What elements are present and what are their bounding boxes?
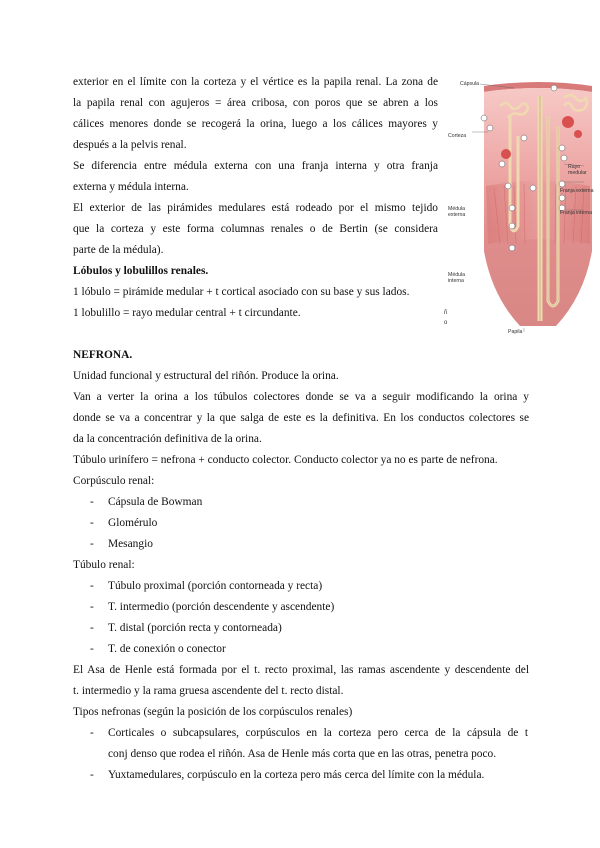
- label-franja-externa: Franja externa: [560, 188, 594, 194]
- label-medula-externa: Médula externa: [448, 206, 466, 218]
- intro-line-4: después a la pelvis renal.: [73, 139, 187, 151]
- list-dash: -: [90, 769, 94, 781]
- glomerulus-1: [501, 149, 511, 159]
- lobulillo-definition: 1 lobulillo = rayo medular central + t circundante.: [73, 307, 301, 319]
- nefrona-p2-line-1: Van a verter la orina a los túbulos colectores donde se va a seguir modificando la orina y: [73, 391, 529, 403]
- tipos-heading: Tipos nefronas (según la posición de los corpúsculos renales): [73, 706, 353, 718]
- list-dash: -: [90, 517, 94, 529]
- corpusculo-item-3: Mesangio: [108, 538, 153, 550]
- tubulo-heading: Túbulo renal:: [73, 559, 135, 571]
- asa-line-2: t. intermedio y la rama gruesa ascendente del t. recto distal.: [73, 685, 344, 697]
- label-papila: Papila: [508, 329, 523, 335]
- asa-line-1: El Asa de Henle está formada por el t. recto proximal, las ramas ascendente y descendente del: [73, 664, 529, 676]
- lobulos-heading: Lóbulos y lobulillos renales.: [73, 265, 209, 277]
- label-side-mark: ño: [444, 310, 448, 326]
- label-corteza: Corteza: [448, 133, 467, 139]
- tipos-item-1-line-2: conj denso que rodea el riñón. Asa de Henle más corta que en las otras, penetra poco.: [108, 748, 497, 760]
- corpusculo-item-2: Glomérulo: [108, 517, 158, 529]
- list-dash: -: [90, 580, 94, 592]
- nefrona-p1: Unidad funcional y estructural del riñón. Produce la orina.: [73, 370, 339, 382]
- nefrona-p2-line-3: da la concentración definitiva de la orina.: [73, 433, 262, 445]
- glomerulus-3: [574, 130, 582, 138]
- intro-line-1: exterior en el límite con la corteza y el vértice es la papila renal. La zona de: [73, 76, 438, 88]
- list-dash: -: [90, 727, 94, 739]
- label-capsula: Cápsula: [460, 81, 480, 87]
- intro-line-8: que la corteza y este forma columnas renales o de Bertin (se considera: [73, 223, 438, 235]
- tubulo-item-1: Túbulo proximal (porción contorneada y recta): [108, 580, 323, 592]
- label-franja-interna: Franja interna: [560, 210, 593, 216]
- label-medula-interna: Médula interna: [448, 272, 466, 284]
- list-dash: -: [90, 538, 94, 550]
- tubulo-item-3: T. distal (porción recta y contorneada): [108, 622, 282, 634]
- intro-line-5: Se diferencia entre médula externa con una franja interna y otra franja: [73, 160, 438, 172]
- intro-line-9: parte de la médula).: [73, 244, 164, 256]
- corpusculo-heading: Corpúsculo renal:: [73, 475, 155, 487]
- list-dash: -: [90, 601, 94, 613]
- nephron-figure: [444, 76, 594, 338]
- nefrona-p3: Túbulo urinífero = nefrona + conducto colector. Conducto colector ya no es parte de nefrona.: [73, 454, 498, 466]
- nefrona-heading: NEFRONA.: [73, 349, 133, 361]
- intro-line-3: cálices menores donde se recogerá la orina, luego a los cálices mayores y: [73, 118, 438, 130]
- intro-line-2: la papila renal con agujeros = área cribosa, con poros que se abren a los: [73, 97, 438, 109]
- list-dash: -: [90, 643, 94, 655]
- nefrona-p2-line-2: donde se va a concentrar y la que salga de este es la definitiva. En los conductos colectores se: [73, 412, 529, 424]
- list-dash: -: [90, 622, 94, 634]
- glomerulus-2: [562, 116, 574, 128]
- intro-line-7: El exterior de las pirámides medulares está rodeado por el mismo tejido: [73, 202, 438, 214]
- tubulo-item-2: T. intermedio (porción descendente y ascendente): [108, 601, 335, 613]
- intro-line-6: externa y médula interna.: [73, 181, 189, 193]
- corpusculo-item-1: Cápsula de Bowman: [108, 496, 203, 508]
- lobulo-definition: 1 lóbulo = pirámide medular + t cortical asociado con su base y sus lados.: [73, 286, 410, 298]
- list-dash: -: [90, 496, 94, 508]
- tubulo-item-4: T. de conexión o conector: [108, 643, 226, 655]
- tipos-item-1-line-1: Corticales o subcapsulares, corpúsculos en la corteza pero cerca de la cápsula de t: [108, 727, 528, 739]
- label-rayo-medular: Rayo medular: [568, 164, 587, 176]
- tipos-item-2-line-1: Yuxtamedulares, corpúsculo en la corteza pero más cerca del límite con la médula.: [108, 769, 485, 781]
